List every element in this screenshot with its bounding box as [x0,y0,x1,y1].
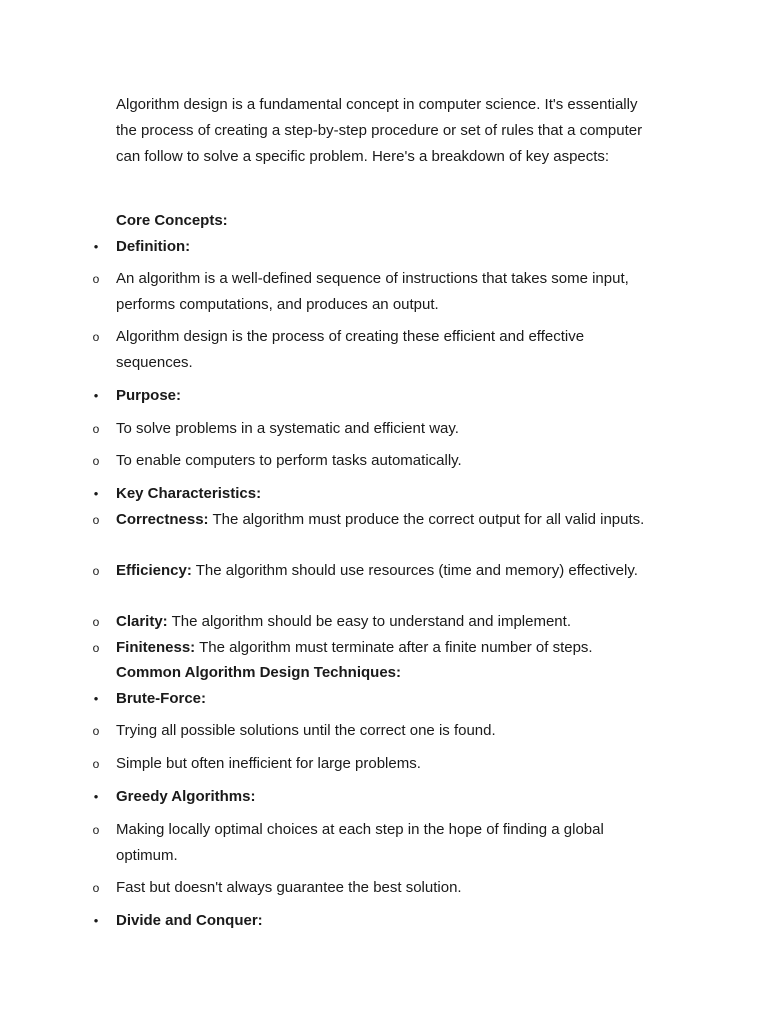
circle-bullet: o [92,564,100,578]
disc-bullet: • [93,388,99,403]
circle-bullet: o [92,513,100,527]
list-item-text: Algorithm design is the process of creating these efficient and effective sequences. [116,328,585,371]
disc-bullet: • [93,789,99,804]
divide-conquer-label: Divide and Conquer: [116,912,263,929]
circle-bullet: o [92,724,100,738]
circle-bullet: o [92,823,100,837]
term-description: The algorithm must produce the correct output for all valid inputs. [208,511,645,528]
circle-bullet: o [92,757,100,771]
key-characteristics-label: Key Characteristics: [116,485,262,502]
definition-label: Definition: [116,238,191,255]
greedy-label: Greedy Algorithms: [116,788,256,805]
circle-bullet: o [92,272,100,286]
circle-bullet: o [92,881,100,895]
list-item-text: Trying all possible solutions until the correct one is found. [116,722,496,739]
list-item-text: To enable computers to perform tasks automatically. [116,452,462,469]
list-item-text [116,507,656,533]
techniques-heading: Common Algorithm Design Techniques: [116,664,402,681]
intro-paragraph: Algorithm design is a fundamental concept in computer science. It's essentially the process of creating a step-by-step procedure or set of rules that a computer can follow to solve a specific problem. Here's a breakdown of key aspects: [116,96,643,165]
disc-bullet: • [93,691,99,706]
term-description: The algorithm should be easy to understand and implement. [167,613,571,630]
list-item-text: Simple but often inefficient for large problems. [116,755,421,772]
term-description: The algorithm must terminate after a finite number of steps. [195,639,593,656]
purpose-label: Purpose: [116,387,182,404]
list-item-text [116,558,656,584]
list-item-text: To solve problems in a systematic and efficient way. [116,420,459,437]
term-correctness: Correctness: [116,511,209,528]
term-finiteness: Finiteness: [116,639,196,656]
list-item-text: Making locally optimal choices at each step in the hope of finding a global optimum. [116,821,604,864]
term-efficiency: Efficiency: [116,562,192,579]
disc-bullet: • [93,239,99,254]
list-item-text: An algorithm is a well-defined sequence of instructions that takes some input, performs computations, and produces an output. [116,270,629,313]
core-concepts-heading: Core Concepts: [116,212,228,229]
list-item-text [116,609,656,635]
list-item-text [116,635,656,661]
disc-bullet: • [93,913,99,928]
circle-bullet: o [92,615,100,629]
circle-bullet: o [92,641,100,655]
circle-bullet: o [92,422,100,436]
circle-bullet: o [92,330,100,344]
term-clarity: Clarity: [116,613,168,630]
disc-bullet: • [93,486,99,501]
term-description: The algorithm should use resources (time and memory) effectively. [191,562,638,579]
list-item-text: Fast but doesn't always guarantee the best solution. [116,879,462,896]
circle-bullet: o [92,454,100,468]
brute-force-label: Brute-Force: [116,690,207,707]
